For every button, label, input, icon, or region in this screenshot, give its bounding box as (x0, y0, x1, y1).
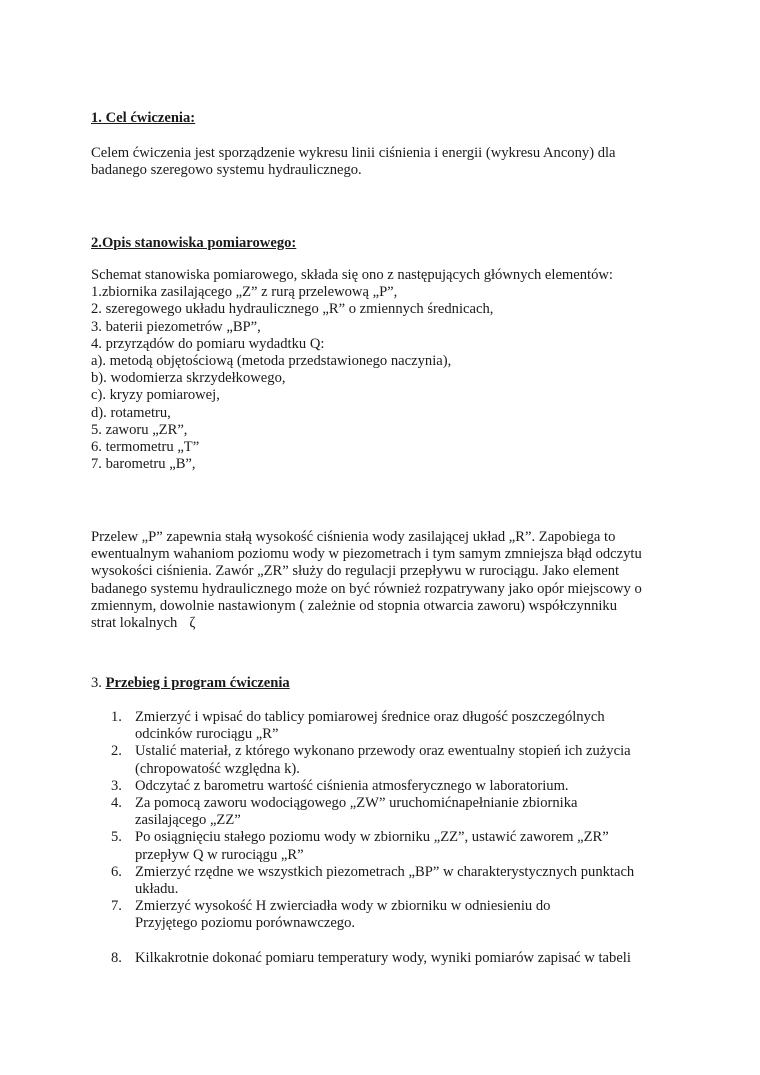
text-line-with-symbol (91, 615, 681, 632)
list-item (91, 778, 691, 795)
text-line: Zmierzyć wysokość H zwierciadła wody w zbiorniku w odniesieniu do (135, 898, 551, 915)
text-line: Odczytać z barometru wartość ciśnienia atmosferycznego w laboratorium. (135, 777, 569, 794)
list-number: 3. (111, 777, 122, 794)
section-1-heading (91, 110, 195, 127)
section-2-heading-text: 2.Opis stanowiska pomiarowego: (91, 235, 297, 251)
list-item (91, 864, 691, 898)
zeta-symbol: ζ (189, 615, 196, 632)
list-item (91, 795, 691, 829)
section-3-heading (91, 675, 290, 692)
list-number: 6. (111, 863, 122, 880)
list-number: 4. (111, 795, 122, 812)
section-3-number: 3. (91, 675, 102, 691)
list-item (91, 709, 691, 743)
text-line: c). kryzy pomiarowej, (91, 387, 220, 404)
section-2-heading (91, 235, 296, 252)
text-line: zasilającego „ZZ” (135, 812, 241, 829)
text-line: Przelew „P” zapewnia stałą wysokość ciśnienia wody zasilającej układ „R”. Zapobiega to (91, 529, 616, 545)
procedure-list (91, 709, 691, 967)
text-line: Za pomocą zaworu wodociągowego „ZW” uruchomićnapełnianie zbiornika (135, 795, 578, 812)
text-line: b). wodomierza skrzydełkowego, (91, 370, 286, 387)
text-line: Zmierzyć rzędne we wszystkich piezometrach „BP” w charakterystycznych punktach (135, 863, 635, 880)
text-line: Ustalić materiał, z którego wykonano przewody oraz ewentualny stopień ich zużycia (135, 743, 631, 760)
text-line: 5. zaworu „ZR”, (91, 421, 188, 438)
section-2-description (91, 529, 681, 632)
text-line: zmiennym, dowolnie nastawionym ( zależnie od stopnia otwarcia zaworu) współczynniku (91, 597, 618, 614)
text-line: badanego systemu hydraulicznego może on być również rozpatrywany jako opór miejscowy o (91, 580, 642, 597)
text-line: przepływ Q w rurociągu „R” (135, 846, 304, 863)
text-line: a). metodą objętościową (metoda przedstawionego naczynia), (91, 353, 452, 370)
text-line: 3. baterii piezometrów „BP”, (91, 318, 261, 335)
text-line: Przyjętego poziomu porównawczego. (135, 915, 356, 932)
list-number: 1. (111, 709, 122, 725)
text-line: d). rotametru, (91, 404, 171, 421)
list-number: 2. (111, 743, 122, 760)
list-item (91, 743, 691, 777)
text-line: Schemat stanowiska pomiarowego, składa się ono z następujących głównych elementów: (91, 267, 613, 283)
list-item (91, 950, 691, 967)
list-item (91, 898, 691, 932)
text-line: 6. termometru „T” (91, 439, 200, 456)
text-line: odcinków rurociągu „R” (135, 726, 279, 743)
text-line: wysokości ciśnienia. Zawór „ZR” służy do regulacji przepływu w rurociągu. Jako element (91, 563, 620, 580)
text-line: Po osiągnięciu stałego poziomu wody w zbiorniku „ZZ”, ustawić zaworem „ZR” (135, 829, 609, 846)
section-1-paragraph (91, 145, 681, 179)
text-line: Celem ćwiczenia jest sporządzenie wykresu linii ciśnienia i energii (wykresu Ancony) dla (91, 145, 616, 161)
text-line: 4. przyrządów do pomiaru wydadtku Q: (91, 335, 325, 352)
text-line: ewentualnym wahaniom poziomu wody w piezometrach i tym samym zmniejsza błąd odczytu (91, 546, 642, 563)
text-line: 7. barometru „B”, (91, 456, 196, 473)
list-number: 8. (111, 949, 122, 966)
text-line: Zmierzyć i wpisać do tablicy pomiarowej średnice oraz długość poszczególnych (135, 709, 605, 725)
text-line: układu. (135, 881, 179, 898)
list-item (91, 829, 691, 863)
text-line: badanego szeregowo systemu hydraulicznego. (91, 162, 362, 179)
section-2-element-list (91, 267, 681, 473)
section-3-heading-text: Przebieg i program ćwiczenia (105, 675, 290, 691)
list-number: 7. (111, 898, 122, 915)
list-number: 5. (111, 829, 122, 846)
text-line: 1.zbiornika zasilającego „Z” z rurą przelewową „P”, (91, 284, 398, 301)
text-fragment: strat lokalnych (91, 615, 178, 632)
text-line: 2. szeregowego układu hydraulicznego „R” o zmiennych średnicach, (91, 301, 494, 318)
section-1-heading-text: 1. Cel ćwiczenia: (91, 110, 196, 126)
text-line: Kilkakrotnie dokonać pomiaru temperatury wody, wyniki pomiarów zapisać w tabeli (135, 949, 631, 966)
text-line: (chropowatość względna k). (135, 760, 300, 777)
